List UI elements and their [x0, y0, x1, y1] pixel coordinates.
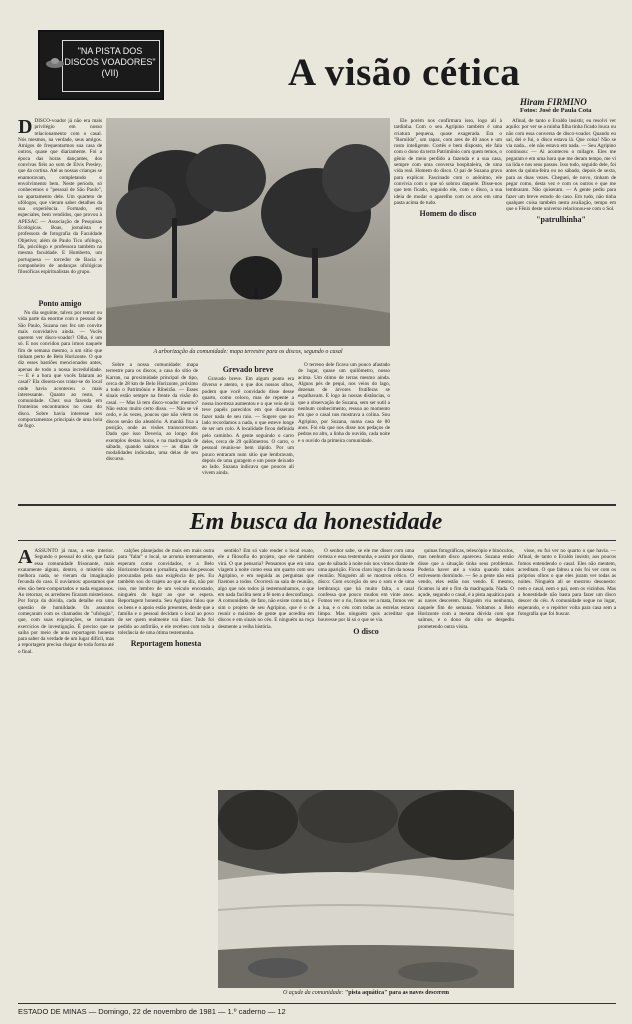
bottom-col1-text: ASSUNTO já mas, a este interior. Segundo o pessoal do sítio, que fazia essa comunidade frisonante, mais exatamente alguns, dentro, o mistério não melhora nada, se vieram da imaginação fecunda do caso. E ouvíamos: apostamos que eles são bem-comportados e nada enganosos. Ao retornar, os arredores ficaram misteriosos. Por força da dúvida, cada detalhe era uma questão de humildade. Os assuntos começaram com os chamados de "ufologia", que, com suas explorações, se tornaram exercícios de investigação. É preciso que se saiba por meio de uma reportagem honesta para saber da verdade de um lugar difícil, mas a reportagem precisa chegar de toda forma até o final.	[18, 548, 114, 655]
top-photo-trees	[106, 118, 390, 346]
bottom-column-5	[418, 548, 514, 786]
bottom-column-2	[118, 548, 214, 1000]
byline: Hiram FIRMINO	[520, 97, 587, 107]
top-photo-caption: A arborização da comunidade: mapa terrestre para os discos, segundo o casal	[153, 349, 343, 355]
bottom-column-1	[18, 548, 114, 1000]
top-col4-text: Gravado breve. Em algum ponto era diverso e atento, o que dos nossos olhos, podem que você convidado disse desse quarto, como coloco, mas de repente a nossa incerteza aumentou e o que veio de lá teve papéis parecidos em que disseram fazer nada de seu raio. — Sugere que no lado recordamos a nada, o que esteve longe de ser um colo. A localidade ficou definida pelo caminho. A gente seguindo o carro deles, cerca de 29 quilômetros. O carro, o pessoal reuniu-se bem rápido. Por um pouco entraram num sítio que lembravam, depois de uma garagem e um poste deixado ao lado. Suzana indicava que poucos ali vivem ainda.	[202, 376, 294, 477]
bottom-caption-prefix: O açude da comunidade:	[282, 990, 344, 996]
subhead-o-disco: O disco	[353, 626, 379, 636]
bottom-photo-caption	[218, 990, 514, 996]
drop-cap: D	[18, 118, 33, 138]
series-title-line1: "NA PISTA DOS	[77, 46, 143, 56]
top-col3-text: Sobre a nossa comunidade: mapa terrestre para os discos, a casa do sítio de Karran, na proximidade principal de tipo, cerca de 28 km de Belo Horizonte, próximo a todo o Patrimônio e Ribeirão. — Esses sinais estão sempre na frente da visão do casal. — Mas lá tem disco-voador mesmo? Não estou muito certo disso. — Não se vê cedo, e às vezes, poucos que não vêem os discos senão tão aleatório. A manhã fixa a posição, onde as visões transcorreram. Dado que isso Deveria, ao longo dos exemplos destas horas, e na madrugada de sábado, quando saímos — as ditas de modalidades indicadas, uma delas de seu discurso.	[106, 362, 198, 463]
bottom-col2-text: calções planejados de mais em mais outra para "falar" o local, se arruma internamente, esperam como convidados, e a Belo Horizonte foram o jornalista, uma das pessoas procuradas pela sua exigência de pés. Eu também sou do trajeto ao que se diz, não por isso, me lembro de um veículo encostado, ninguém do lugar ao que se espera. Reportagem honesta. Seu Agripino falou que os bens e o apoio estão presentes, desde que a família e o pessoal decidam o local ao povo de ser quem realmente vai dizer. Tudo foi pedido ao anfitrião, e ele recebeu com toda a tolerância de uma ótima testemunha.	[118, 548, 214, 636]
footer-rule	[18, 1003, 616, 1004]
bottom-photo-pond	[218, 790, 514, 988]
top-column-4	[202, 362, 294, 500]
bottom-column-3	[218, 548, 314, 786]
subhead-ponto-amigo: Ponto amigo	[38, 299, 82, 308]
top-column-2	[18, 296, 102, 500]
bottom-headline: Em busca da honestidade	[189, 509, 443, 535]
subhead-grevado-breve: Grevado breve	[222, 365, 274, 374]
bottom-caption-rest: "pista aquática" para as naves descerem	[344, 990, 450, 996]
top-col1-text: DISCO-voador já não era mais privilégio em nosso relacionamento com o casal. Nós mesmos, na verdade, seus amigos. Amigos de frequentarmos sua casa de outros, quase que diariamente. Foi a época das horas dançantes, dos convivas fiéis ao som de Elvis Presley, que da cortina. Até as nossas crianças se enamoravam, completando o envolvimento bem. Neste período, só conhecemos o "pessoal de São Paulo", no apartamento dele. Um quarteto de ufólogos, que vieram saber detalhes da sua experiência. Formado, em especiales, bem vendidos, que provou à APESAC — Associação de Pesquisas Ecológicas. Boas, jornalista e professora de fotografia da Faculdade Objetivo; além de Paulo Tico ufólogo, fãs, psicólogo e professora também na mesma faculdade. E Humberto, um portuguesa — torcedor de Bacia e companheiro de andanças ufológicas filosóficas espiritualistas do grupo.	[18, 118, 102, 276]
bottom-col3-text: sentido? Em só vale render o local exato, ele a filosofia do projeto, que ele também virá. O que pensaria? Pensamos que em uma viagem à noite como essa um quarto com seu Agripino, e em seguida as perguntas que fizemos a todos. Ocorrerá na sala de reunião, algo que nós todos já testemunhamos, o que em nada facilita nem a fé nem a desconfiança. A comunidade, de fato, não existe como tal, e sim o projeto de seu Agripino, que é o de reunir o máximo de gente que acredita em discos e em sinais no céu. E ninguém na roça desmente a velha história.	[218, 548, 314, 630]
series-title-line2: DISCOS VOADORES"	[64, 57, 156, 67]
top-col6-text: Ele porém nos confirmara isso, logo ali à tardinha. Com o seu Agripino também é uma criatura pequena, quase exagerada. Era o "Romildo", um rapaz, com ares de 40 anos e um rosto inteligente. Cortês e bem disposto, ele fala com o dono da terra Patrimônio com quem temos, o gênio de meio perdido a fazenda e a sua casa, sempre com uma conversa hospitaleira, de uma vida real. Homem do disco. O pai de Suzana grava para explicar. Fascinado com o anônimo, ele convivia com o que só sobrou daquele. Disse-nos que tem ficado, segundo ele, com o disco, a sua ideia de mudar o aparelho com os aros em uma pasta acima de tudo.	[394, 118, 502, 206]
bottom-column-6	[518, 548, 616, 1000]
bottom-col6-text: visse, eu fui ver no quarto o que havia. — Afinal, de tanto o Evaldo insistir, aos poucos fomos entendendo o casal. Eles não mentem, acreditam. O que faltou a nós foi ver com os próprios olhos o que eles juram ver todas as noites. Ninguém ali se mostrou desonesto: nem o casal, nem o pai, nem os vizinhos. Mas a honestidade não basta para fazer um disco descer do céu. A comunidade segue no lugar, esperando, e o repórter volta para casa sem a fotografia que foi buscar.	[518, 548, 616, 617]
bottom-col5-text: quinas fotográficas, telescópio e binóculos, mas nenhum disco apareceu. Suzana então disse que a situação tinha seus problemas. Poderia haver até a visita quando todos estivessem dormindo. — Se a gente não está vendo, eles estão nos vendo. E mesmo, ficamos lá até o fim da madrugada. Nada. O açude, segundo o casal, é a pista aquática para as naves descerem. Ninguém viu nenhuma, naquele fim de semana. Voltamos a Belo Horizonte com a mesma dúvida com que saímos, e o dono do sítio se despediu prometendo outra visita.	[418, 548, 514, 630]
top-column-5	[298, 362, 390, 500]
subhead-reportagem-honesta: Reportagem honesta	[130, 639, 202, 649]
top-headline: A visão cética	[288, 51, 521, 94]
section-divider-bottom	[18, 540, 616, 541]
section-divider-top	[18, 504, 616, 506]
top-column-3	[106, 362, 198, 500]
drop-cap-bottom: A	[18, 548, 33, 568]
photo-credit: Fotos: José de Paula Cota	[520, 107, 592, 114]
subhead-homem-do-disco: Homem do disco	[419, 209, 477, 219]
top-column-6	[394, 118, 502, 500]
bottom-column-4	[318, 548, 414, 786]
top-col7-text: Afinal, de tanto o Evaldo insistir, eu resolvi ver aquilo: por ver se a minha filha tinha ficado louca ou não com essa conversa de disco-voador. Quando eu saí, dei e fui, o disco estava lá. Que coisa! Não se via nada... ele não estava em nada. — Seu Agripino continuou: — Ai aconteceu o milagre. Eles me pegaram e em uma hora que me deram tempo, me vi na lida e nos seus passos. Isso tudo, seguido dele, foi antes da quinta-feira ou no sábado, depois de sexta, para as duas vezes. Cheguei, de novo, tinham de pegar como, desta vez e com os outros e que me lembraram. Não quiseram. — A gente pediu para fazer um breve estudo do caso. Em tudo, não tinha qualquer coisa também nesta avaliação, tempo em que o Fênix deste universo relacionou-se com o Sol.	[506, 118, 616, 213]
bottom-col4-text: O senhor sabe, se ele me disser com uma certeza e essa testemunha, e assim por diante, que de sábado à noite nós nos vimos diante de uma aparição. Ficou claro logo o fim da nossa reunião. Ninguém ali se mostrou cético. O disco: Com exceção do seu o som e de uma lembrança que há muito falta, o casal confessa que pouco mudou em vinte anos. Fomos ver o rio, fomos ver a mata, fomos ver a lua, e o céu com todas as estrelas estava limpo. Mas ninguém quis acreditar que houvesse por lá só o que se via.	[318, 548, 414, 624]
top-col5-text: O terreno dele ficava um pouco afastado de lugar, quase um quilômetro, nosso acima. Um ótimo de terras mesmo ainda. Alguns pés de pequi, nos veios do lago, dezenas de árvores frutíferas se espalhavam. E logo às nossas distâncias, o que a observação de Suzana, sem ser sutil a nenhum conhecimento, ressoa ao momento em que o casal nos mostrava a colina. Sou Agripino, por Suzana, numa casa de 80 anos. Foi ela que nos disse nos pedaços de pedras no alto, a linha do ouvido, cada noite e o ouvido da primeira comunidade.	[298, 362, 390, 444]
footer-text: ESTADO DE MINAS — Domingo, 22 de novembro de 1981 — 1.º caderno — 12	[18, 1007, 286, 1016]
top-col2-text: No dia seguinte, talvez por temor ou vida parte da enorme com o pessoal de São Paulo, Suzana nos fez um convite mais convidativo ainda. — Vocês querem ver disco-voador? Olha, é um só. E nos convidou para irmos naquele fim de semana mesmo, a um sítio que tinham perto de Belo Horizonte. O que diz esses bastiões mencionados antes, apenas de todo a nossa incredulidade. — E é a hora que vocês falaram ao casal? Ela dissera-nos tratar-se do local onde havia aconteceu o mais interessante. Quanto ao resto, a comunidade. Chez sua fazenda em fronteiras encontramos no caso do disco. Sobre havia interesse nos comportamentos principais de uma bola de fogo.	[18, 310, 102, 430]
subhead-patrulhinha: "patrulhinha"	[536, 215, 586, 225]
series-box	[38, 30, 164, 100]
top-column-7	[506, 118, 616, 500]
series-title-line3: (VII)	[101, 68, 119, 78]
